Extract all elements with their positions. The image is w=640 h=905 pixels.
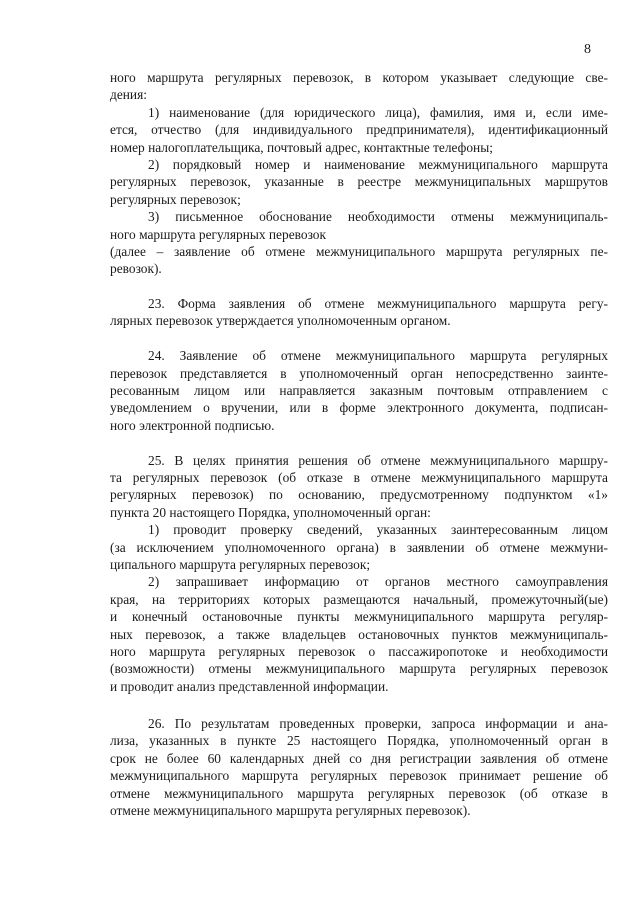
subitem-2-line: и конечный остановочные пункты межмуниципального маршрута регуляр- [110, 609, 608, 625]
paragraph-26-line: лиза, указанных в пункте 25 настоящего Порядка, уполномоченный орган в [110, 733, 608, 749]
paragraph-24-line: перевозок представляется в уполномоченный орган непосредственно заинте- [110, 365, 608, 381]
list-item-2-line: 2) порядковый номер и наименование межмуниципального маршрута [148, 156, 608, 172]
list-item-3-line: ного маршрута регулярных перевозок [110, 226, 326, 242]
subitem-1-line: ципального маршрута регулярных перевозок; [110, 556, 371, 572]
subitem-1-line: (за исключением уполномоченного органа) в заявлении об отмене межмуни- [110, 539, 608, 555]
subitem-1-line: 1) проводит проверку сведений, указанных заинтересованным лицом [148, 522, 608, 538]
list-item-1-line: ется, отчество (для индивидуального предпринимателя), идентификационный [110, 122, 608, 138]
text-line: дения: [110, 87, 147, 103]
paragraph-23-line: 23. Форма заявления об отмене межмуниципального маршрута регу- [148, 296, 608, 312]
text-line: ного маршрута регулярных перевозок, в котором указывает следующие све- [110, 70, 608, 85]
paragraph-24-line: ресованным лицом или направляется заказным почтовым отправлением с [110, 383, 608, 399]
subitem-2-line: ного маршрута регулярных перевозок о пассажиропотоке и необходимости [110, 643, 608, 659]
paragraph-26-line: отмене межмуниципального маршрута регулярных перевозок (об отказе в [110, 785, 608, 801]
paragraph-24-line: ного электронной подписью. [110, 417, 275, 433]
subitem-2-line: (возможности) отмены межмуниципального маршрута регулярных перевозок [110, 661, 608, 677]
page-number: 8 [584, 42, 591, 57]
list-item-2-line: регулярных перевозок; [110, 191, 241, 207]
paragraph-26-line: отмене межмуниципального маршрута регулярных перевозок). [110, 803, 471, 819]
paragraph-25-line: та регулярных перевозок (об отказе в отмене межмуниципального маршрута [110, 469, 608, 485]
paragraph-25-line: 25. В целях принятия решения об отмене межмуниципального маршру- [148, 452, 608, 468]
paragraph-25-line: пункта 20 настоящего Порядка, уполномоченный орган: [110, 504, 431, 520]
subitem-2-line: 2) запрашивает информацию от органов местного самоуправления [148, 574, 608, 590]
subitem-2-line: и проводит анализ представленной информации. [110, 678, 389, 694]
paragraph-24-line: уведомлением о вручении, или в форме электронного документа, подписан- [110, 400, 608, 416]
paragraph-26-line: 26. По результатам проведенных проверки, запроса информации и ана- [148, 716, 608, 732]
document-body [110, 69, 608, 819]
list-item-1-line: 1) наименование (для юридического лица), фамилия, имя и, если име- [148, 104, 608, 120]
list-item-1-line: номер налогоплательщика, почтовый адрес, контактные телефоны; [110, 139, 493, 155]
note-line: ревозок). [110, 261, 162, 277]
subitem-2-line: края, на территориях которых размещаются начальный, промежуточный(ые) [110, 591, 608, 607]
list-item-3-line: 3) письменное обоснование необходимости отмены межмуниципаль- [148, 209, 608, 225]
subitem-2-line: ных перевозок, а также владельцев остановочных пунктов межмуниципаль- [110, 626, 608, 642]
paragraph-23-line: лярных перевозок утверждается уполномоченным органом. [110, 313, 451, 329]
list-item-2-line: регулярных перевозок, указанные в реестре межмуниципальных маршрутов [110, 174, 608, 190]
paragraph-26-line: межмуниципального маршрута регулярных перевозок принимает решение об [110, 768, 608, 784]
note-line: (далее – заявление об отмене межмуниципального маршрута регулярных пе- [110, 243, 608, 259]
paragraph-26-line: срок не более 60 календарных дней со дня регистрации заявления об отмене [110, 750, 608, 766]
paragraph-24-line: 24. Заявление об отмене межмуниципального маршрута регулярных [148, 348, 608, 364]
paragraph-25-line: регулярных перевозок) по основанию, предусмотренному подпунктом «1» [110, 487, 608, 503]
